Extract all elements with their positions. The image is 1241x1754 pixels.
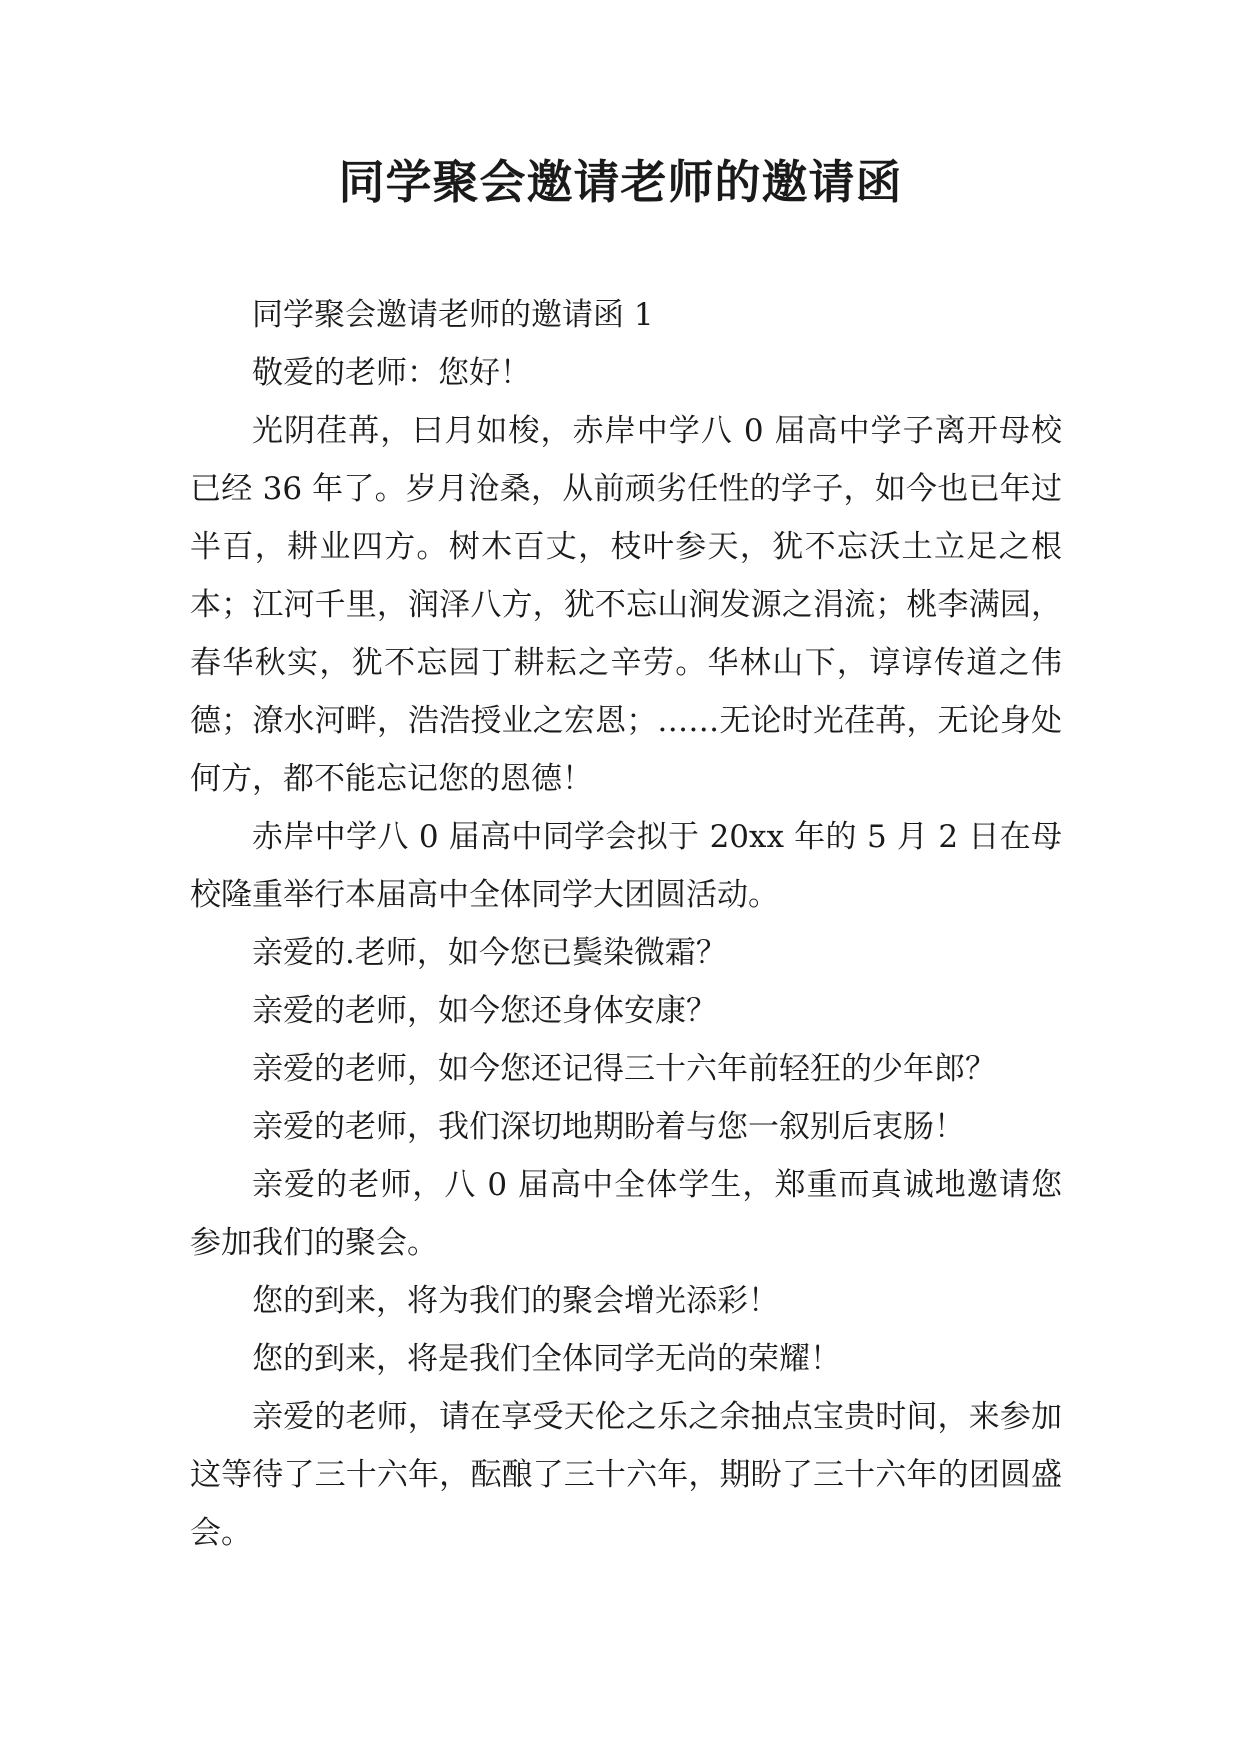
paragraph: 亲爱的老师，八 0 届高中全体学生，郑重而真诚地邀请您参加我们的聚会。 — [190, 1167, 1062, 1261]
paragraph: 亲爱的老师，请在享受天伦之乐之余抽点宝贵时间，来参加这等待了三十六年，酝酿了三十六年，期盼了三十六年的团圆盛会。 — [190, 1399, 1062, 1551]
document-title: 同学聚会邀请老师的邀请函 — [338, 155, 903, 209]
paragraph: 您的到来，将为我们的聚会增光添彩！ — [252, 1283, 779, 1319]
paragraph: 亲爱的老师，如今您还记得三十六年前轻狂的少年郎？ — [252, 1051, 996, 1087]
paragraph: 赤岸中学八 0 届高中同学会拟于 20xx 年的 5 月 2 日在母校隆重举行本届高中全体同学大团圆活动。 — [190, 819, 1062, 913]
paragraph: 亲爱的.老师，如今您已鬓染微霜？ — [252, 935, 727, 971]
paragraph-salutation: 敬爱的老师：您好！ — [252, 355, 531, 391]
document-body — [190, 286, 1062, 1562]
paragraph: 亲爱的老师，我们深切地期盼着与您一叙别后衷肠！ — [252, 1109, 965, 1145]
paragraph-heading: 同学聚会邀请老师的邀请函 1 — [252, 297, 654, 333]
paragraph: 光阴荏苒，曰月如梭，赤岸中学八 0 届高中学子离开母校已经 36 年了。岁月沧桑，从前顽劣任性的学子，如今也已年过半百，耕业四方。树木百丈，枝叶参天，犹不忘沃土立足之根本；江河千里，润泽八方，犹不忘山涧发源之涓流；桃李满园，春华秋实，犹不忘园丁耕耘之辛劳。华林山下，谆谆传道之伟德；潦水河畔，浩浩授业之宏恩；……无论时光荏苒，无论身处何方，都不能忘记您的恩德！ — [190, 413, 1062, 797]
paragraph: 您的到来，将是我们全体同学无尚的荣耀！ — [252, 1341, 841, 1377]
paragraph: 亲爱的老师，如今您还身体安康？ — [252, 993, 717, 1029]
